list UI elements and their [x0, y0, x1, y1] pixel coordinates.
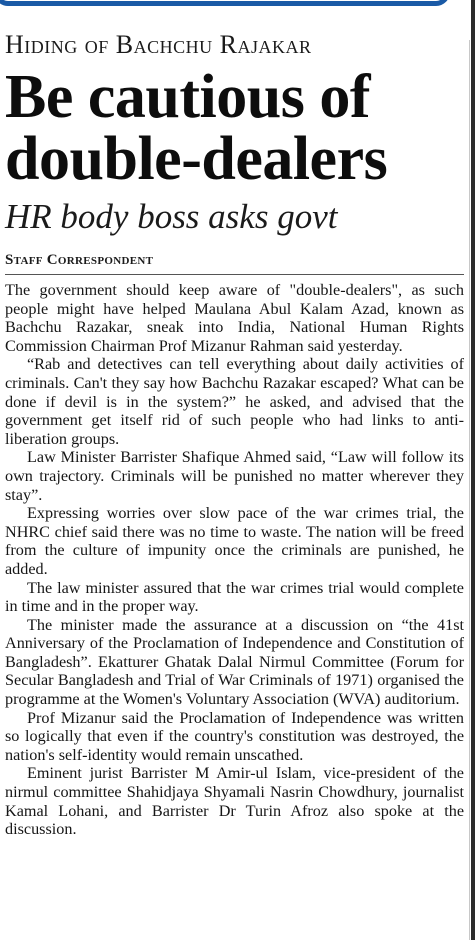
- body-paragraph: Expressing worries over slow pace of the war crimes trial, the NHRC chief said there was no time to waste. The nation will be freed from the culture of impunity once the criminals are punished, he added.: [5, 504, 464, 578]
- body-paragraph: The minister made the assurance at a discussion on “the 41st Anniversary of the Proclamation of Independence and Constitution of Bangladesh”. Ekatturer Ghatak Dalal Nirmul Committee (Forum for Secular Bangladesh and Trial of War Criminals of 1971) organised the programme at the Women's Voluntary Association (WVA) auditorium.: [5, 615, 464, 709]
- article-headline: [5, 63, 464, 193]
- column-rule: [469, 40, 470, 940]
- top-banner-frame: [0, 0, 450, 6]
- article-body: [5, 281, 464, 839]
- body-paragraph: Prof Mizanur said the Proclamation of Independence was written so logically that even if the country's constitution was destroyed, the nation's self-identity would remain unscathed.: [5, 708, 464, 764]
- body-paragraph: Eminent jurist Barrister M Amir-ul Islam, vice-president of the nirmul committee Shahidjaya Shyamali Nasrin Chowdhury, journalist Kamal Lohani, and Barrister Dr Turin Afroz also spoke at the discussion.: [5, 764, 464, 839]
- article-subhead: HR body boss asks govt: [5, 197, 338, 236]
- article-kicker: Hiding of Bachchu Rajakar: [5, 30, 312, 59]
- body-paragraph: Law Minister Barrister Shafique Ahmed said, “Law will follow its own trajectory. Criminals will be punished no matter wherever they stay”.: [5, 448, 464, 504]
- article-byline: Staff Correspondent: [5, 250, 464, 275]
- headline-line-1: Be cautious of: [5, 63, 370, 131]
- body-paragraph: The government should keep aware of "double-dealers", as such people might have helped Maulana Abul Kalam Azad, known as Bachchu Razakar, sneak into India, National Human Rights Commission Chairman Prof Mizanur Rahman said yesterday.: [5, 281, 464, 355]
- body-paragraph: The law minister assured that the war crimes trial would complete in time and in the proper way.: [5, 578, 464, 616]
- headline-line-2: double-dealers: [5, 125, 388, 193]
- news-article: [5, 28, 464, 839]
- page-edge: [471, 0, 475, 940]
- body-paragraph: “Rab and detectives can tell everything about daily activities of criminals. Can't they say how Bachchu Razakar escaped? What can be done if devil is in the system?” he asked, and advised that the government get itself rid of such people who had links to anti-liberation groups.: [5, 355, 464, 448]
